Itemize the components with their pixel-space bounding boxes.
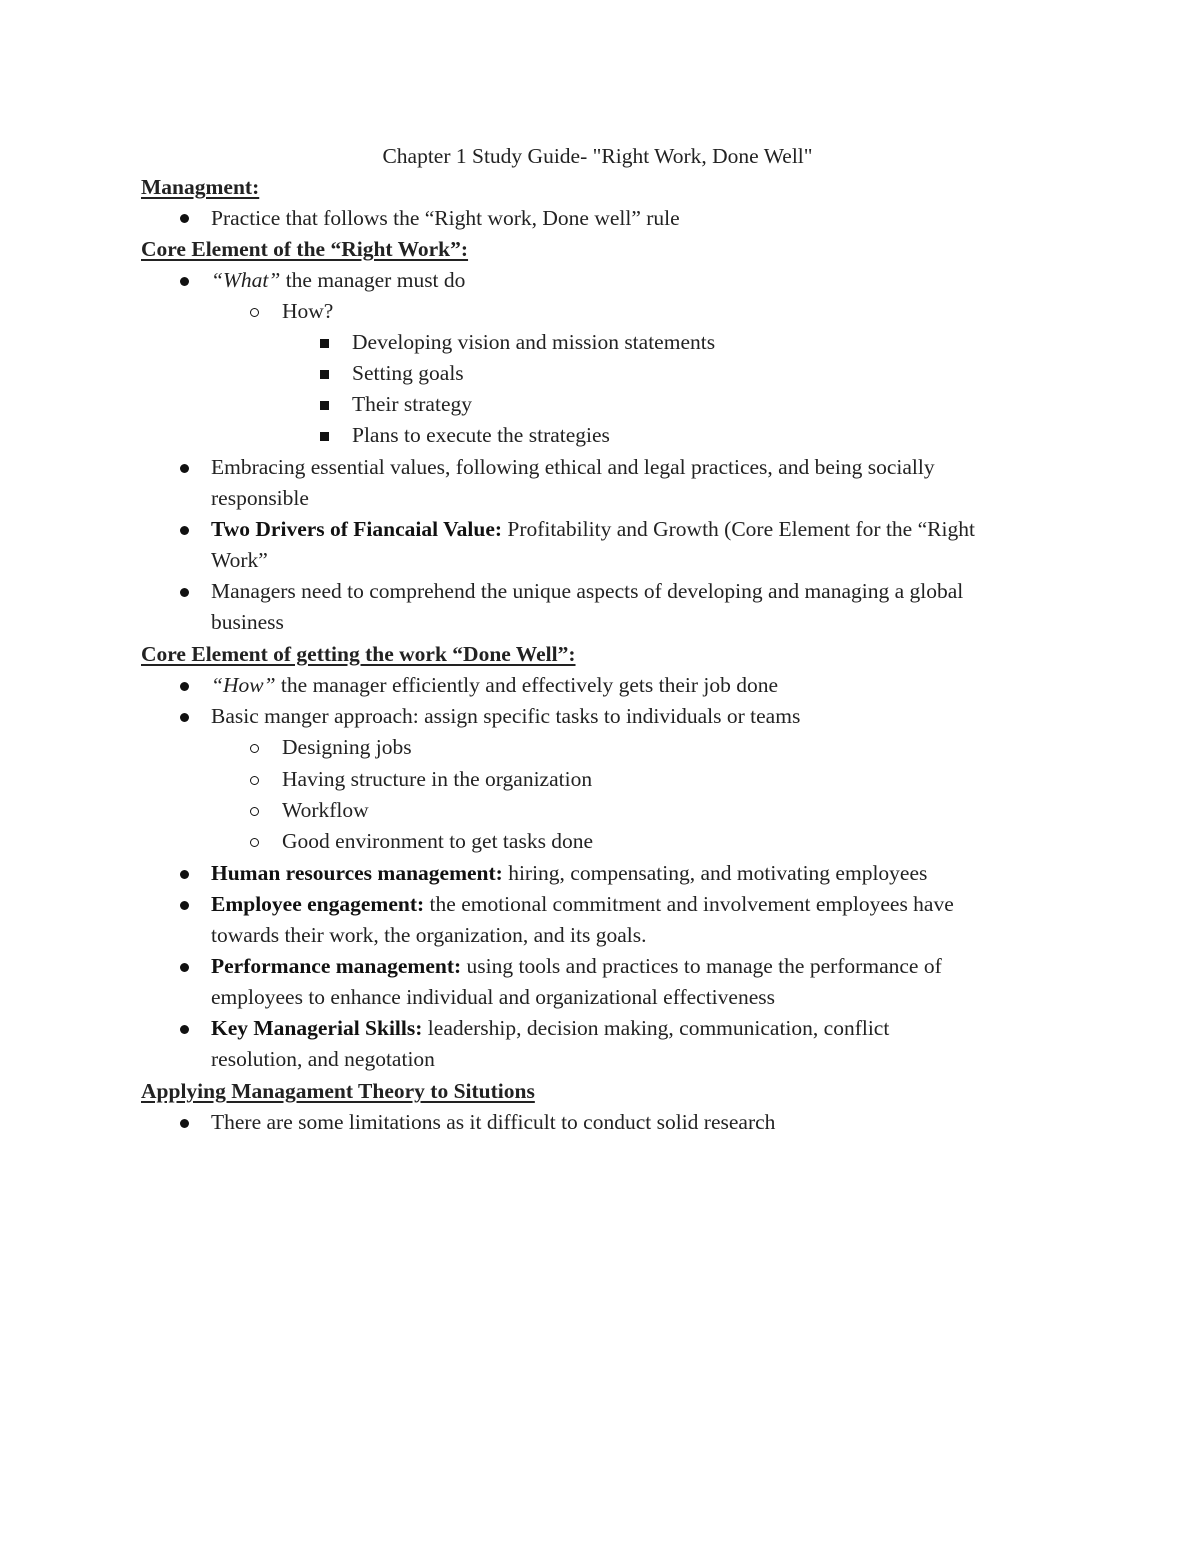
list-item-continuation: resolution, and negotation <box>211 1047 435 1071</box>
bullet-square <box>320 432 329 441</box>
term-label: Employee engagement: <box>211 892 425 916</box>
list-item-text: leadership, decision making, communication, conflict <box>422 1016 890 1040</box>
bullet-disc <box>180 214 189 223</box>
term-label: Performance management: <box>211 954 462 978</box>
list-item-continuation: towards their work, the organization, and its goals. <box>211 923 647 947</box>
list-item: Good environment to get tasks done <box>282 829 594 853</box>
heading-management: Managment: <box>141 175 260 199</box>
document-title: Chapter 1 Study Guide- "Right Work, Done Well" <box>382 144 813 168</box>
list-item-text: hiring, compensating, and motivating employees <box>502 861 928 885</box>
heading-right-work: Core Element of the “Right Work”: <box>141 237 469 261</box>
bullet-disc <box>180 963 189 972</box>
heading-done-well: Core Element of getting the work “Done Well”: <box>141 642 576 666</box>
list-item: Developing vision and mission statements <box>352 330 716 354</box>
bullet-circle <box>250 308 259 317</box>
heading-theory: Applying Managament Theory to Situtions <box>141 1079 535 1103</box>
list-item-text: the manager efficiently and effectively gets their job done <box>275 673 779 697</box>
bullet-disc <box>180 870 189 879</box>
list-item: Setting goals <box>352 361 464 385</box>
bullet-circle <box>250 838 259 847</box>
bullet-circle <box>250 744 259 753</box>
bullet-disc <box>180 682 189 691</box>
bullet-square <box>320 370 329 379</box>
list-item <box>211 858 927 889</box>
bullet-disc <box>180 901 189 910</box>
bullet-square <box>320 339 329 348</box>
term-label: Human resources management: <box>211 861 503 885</box>
bullet-disc <box>180 277 189 286</box>
list-item-continuation: business <box>211 610 284 634</box>
term-label: Key Managerial Skills: <box>211 1016 423 1040</box>
list-item: Basic manger approach: assign specific tasks to individuals or teams <box>211 704 801 728</box>
list-item <box>211 670 778 701</box>
bullet-disc <box>180 1025 189 1034</box>
list-item <box>211 889 954 920</box>
list-item-text: Profitability and Growth (Core Element for the “Right <box>502 517 975 541</box>
list-item: Plans to execute the strategies <box>352 423 610 447</box>
list-item-text: the emotional commitment and involvement employees have <box>424 892 954 916</box>
bullet-disc <box>180 1119 189 1128</box>
bullet-disc <box>180 713 189 722</box>
list-item <box>211 1013 889 1044</box>
emphasis-text: “How” <box>211 673 276 697</box>
list-item: There are some limitations as it difficult to conduct solid research <box>211 1110 776 1134</box>
list-item: Managers need to comprehend the unique aspects of developing and managing a global <box>211 579 964 603</box>
list-item: Practice that follows the “Right work, Done well” rule <box>211 206 680 230</box>
list-item-continuation: employees to enhance individual and organizational effectiveness <box>211 985 775 1009</box>
list-item: Workflow <box>282 798 369 822</box>
list-item: Having structure in the organization <box>282 767 593 791</box>
list-item-text: the manager must do <box>280 268 466 292</box>
list-item-continuation: responsible <box>211 486 309 510</box>
bullet-disc <box>180 464 189 473</box>
list-item: Their strategy <box>352 392 472 416</box>
list-item-text: using tools and practices to manage the performance of <box>461 954 942 978</box>
bullet-circle <box>250 807 259 816</box>
list-item-continuation: Work” <box>211 548 268 572</box>
emphasis-text: “What” <box>211 268 281 292</box>
list-item <box>211 265 465 296</box>
bullet-disc <box>180 526 189 535</box>
bullet-disc <box>180 588 189 597</box>
list-item <box>211 514 975 545</box>
term-label: Two Drivers of Fiancaial Value: <box>211 517 503 541</box>
bullet-circle <box>250 776 259 785</box>
bullet-square <box>320 401 329 410</box>
list-item: How? <box>282 299 334 323</box>
list-item: Embracing essential values, following ethical and legal practices, and being socially <box>211 455 935 479</box>
list-item: Designing jobs <box>282 735 412 759</box>
list-item <box>211 951 942 982</box>
